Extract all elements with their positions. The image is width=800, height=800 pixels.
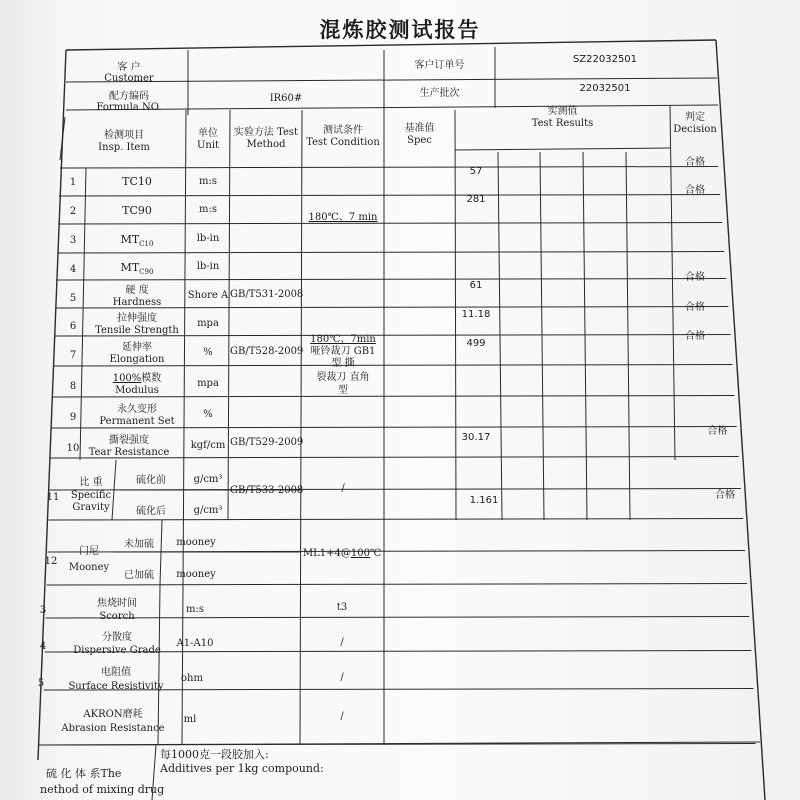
item-header-cn: 检测项目: [104, 130, 144, 141]
row-6-result: 11.18: [461, 309, 491, 320]
row-10-result: 30.17: [461, 432, 491, 443]
row-4-number: 4: [69, 264, 77, 275]
row-12-condition: ML1+4@100℃: [302, 548, 382, 559]
formula-label-en: Formula NO.: [96, 102, 162, 113]
row-8-unit: mpa: [197, 378, 219, 389]
row-16-unit: ml: [183, 714, 197, 725]
row-12-item-en: Mooney: [68, 562, 110, 573]
tensile-condition-line1: 180℃、7min: [310, 334, 376, 345]
row-14-item-en: Dispersive Grade: [73, 645, 161, 656]
grid-line: [66, 40, 716, 50]
row-9-item-en: Permanent Set: [99, 416, 175, 427]
spec-header-cn: 基准值: [404, 123, 435, 134]
row-11-unit-before: g/cm³: [193, 474, 223, 485]
tensile-method: GB/T528-2009: [230, 346, 304, 357]
tensile-condition-line2: 哑铃裁刀 GB1: [310, 346, 376, 357]
curing-condition: 180℃、7 min: [308, 212, 378, 223]
row-2-result: 281: [466, 194, 486, 205]
row-14-item-cn: 分散度: [102, 632, 132, 643]
row-7-item-en: Elongation: [109, 354, 165, 365]
row-3-number: 3: [69, 235, 77, 246]
row-12-unit-vulcanized: mooney: [176, 569, 216, 580]
formula-label-cn: 配方编码: [109, 91, 149, 102]
row-6-number: 6: [69, 321, 77, 332]
row-7-number: 7: [69, 350, 77, 361]
row-5-decision: 合格: [685, 272, 705, 283]
method-header-line2: Method: [246, 139, 286, 150]
grid-line: [48, 519, 742, 521]
condition-header-cn: 测试条件: [323, 125, 363, 136]
row-11-sub-after: 硫化后: [136, 506, 166, 517]
item-header-en: Insp. Item: [98, 142, 150, 153]
batch-value: 22032501: [579, 83, 631, 94]
row-9-item-cn: 永久变形: [117, 404, 157, 415]
row-1-unit: m:s: [199, 176, 217, 187]
row-7-decision: 合格: [685, 331, 705, 342]
grid-line: [56, 279, 726, 281]
row-16-condition: /: [340, 711, 344, 722]
row-15-number: 5: [37, 678, 45, 689]
unit-header-cn: 单位: [198, 128, 218, 139]
row-8-item-en: Modulus: [115, 385, 159, 396]
row-11-item-en-1: Specific: [70, 490, 112, 501]
row-8-number: 8: [69, 381, 77, 392]
row-5-unit: Shore A: [187, 290, 229, 301]
row-7-item-cn: 延伸率: [122, 342, 152, 353]
row-14-number: 4: [39, 641, 47, 652]
row-15-item-cn: 电阻值: [101, 667, 131, 678]
row-1-item: TC10: [122, 175, 152, 188]
row-12-sub-unvulcanized: 未加硫: [124, 539, 154, 550]
row-16-item-cn: AKRON磨耗: [83, 709, 143, 720]
row-11-unit-after: g/cm³: [193, 505, 223, 516]
row-3-item: $MT_{C10}$: [120, 233, 154, 249]
customer-label-cn: 客 户: [117, 62, 141, 73]
row-13-number: 3: [39, 605, 47, 616]
row-16-item-en: Abrasion Resistance: [61, 723, 165, 734]
row-8-item-cn: 100%模数: [112, 373, 162, 384]
decision-header-en: Decision: [673, 124, 717, 135]
row-5-method: GB/T531-2008: [230, 289, 304, 300]
grid-line: [455, 148, 670, 150]
batch-label: 生产批次: [419, 88, 460, 99]
grid-line: [228, 110, 230, 520]
row-3-unit: lb-in: [196, 233, 220, 244]
tensile-condition-line4: 裂裁刀 直角: [316, 372, 370, 383]
row-11-item-en-2: Gravity: [72, 502, 110, 513]
row-1-decision: 合格: [685, 157, 705, 168]
row-13-condition: t3: [336, 602, 348, 613]
row-15-item-en: Surface Resistivity: [68, 681, 164, 692]
order-number-label: 客户订单号: [414, 60, 465, 71]
row-2-unit: m:s: [199, 204, 217, 215]
unit-header-en: Unit: [196, 140, 220, 151]
customer-label-en: Customer: [104, 73, 154, 84]
grid-line: [58, 223, 722, 225]
grid-line: [716, 40, 765, 800]
grid-line: [59, 195, 720, 197]
row-4-unit: lb-in: [196, 261, 220, 272]
spec-header-en: Spec: [407, 135, 432, 146]
additives-label-en: Additives per 1kg compound:: [160, 762, 324, 775]
row-13-item-cn: 焦烧时间: [97, 598, 137, 609]
row-14-unit: A1-A10: [176, 638, 214, 649]
row-9-unit: %: [203, 409, 213, 420]
grid-line: [583, 152, 587, 520]
row-10-decision: 合格: [707, 426, 728, 437]
row-15-condition: /: [340, 672, 344, 683]
row-15-unit: ohm: [181, 673, 203, 684]
grid-line: [498, 152, 502, 520]
row-10-item-en: Tear Resistance: [88, 447, 170, 458]
tensile-condition-line5: 型: [338, 385, 348, 396]
row-12-number: 12: [44, 556, 58, 567]
row-12-sub-vulcanized: 已加硫: [124, 570, 154, 581]
grid-line: [57, 252, 724, 254]
results-header-cn: 实测值: [547, 106, 578, 117]
grid-line: [626, 152, 630, 520]
row-11-number: 11: [46, 492, 60, 503]
row-6-decision: 合格: [685, 302, 705, 313]
row-13-unit: m:s: [186, 604, 204, 615]
order-number-value: SZ22032501: [572, 54, 638, 65]
row-9-number: 9: [69, 412, 77, 423]
row-10-item-cn: 撕裂强度: [109, 435, 149, 446]
report-title: 混炼胶测试报告: [319, 17, 481, 42]
grid-line: [60, 167, 718, 169]
row-10-unit: kgf/cm: [190, 440, 226, 451]
row-5-item-cn: 硬 度: [125, 285, 149, 296]
row-5-result: 61: [469, 280, 483, 291]
decision-header-cn: 判定: [685, 112, 705, 123]
row-13-item-en: Scorch: [99, 611, 135, 622]
additives-label-cn: 每1000克一段胶加入:: [160, 748, 269, 761]
row-10-number: 10: [66, 443, 80, 454]
results-header-en: Test Results: [531, 118, 594, 129]
row-2-decision: 合格: [685, 185, 705, 196]
row-11-sub-before: 硫化前: [136, 475, 166, 486]
row-14-condition: /: [340, 637, 344, 648]
row-11-result: 1.161: [469, 495, 499, 506]
row-11-item-cn: 比 重: [79, 477, 103, 488]
row-6-unit: mpa: [197, 318, 219, 329]
row-11-condition: /: [341, 483, 345, 494]
row-12-unit-unvulcanized: mooney: [176, 537, 216, 548]
condition-header-en: Test Condition: [306, 137, 380, 148]
row-11-decision: 合格: [715, 490, 735, 501]
mixing-label-cn: 硫 化 体 系The: [46, 767, 122, 780]
row-7-result: 499: [466, 338, 486, 349]
row-1-number: 1: [69, 177, 77, 188]
row-2-item: TC90: [122, 204, 152, 217]
row-12-item-cn: 门尼: [79, 546, 99, 557]
grid-line: [47, 584, 748, 586]
mixing-label-en: nethod of mixing drug: [40, 783, 165, 796]
grid-line: [540, 152, 544, 520]
row-2-number: 2: [69, 206, 77, 217]
tensile-condition-line3: 型 撕: [331, 358, 355, 369]
row-6-item-en: Tensile Strength: [95, 325, 179, 336]
row-1-result: 57: [469, 166, 483, 177]
row-6-item-cn: 拉伸强度: [117, 313, 157, 324]
row-10-method: GB/T529-2009: [230, 437, 304, 448]
row-5-item-en: Hardness: [112, 297, 162, 308]
row-11-method: GB/T533-2008: [230, 485, 304, 496]
formula-value: IR60#: [269, 93, 303, 104]
method-header-line1: 实验方法 Test: [233, 127, 299, 138]
row-5-number: 5: [69, 293, 77, 304]
row-4-item: $MT_{C90}$: [120, 261, 154, 277]
row-7-unit: %: [203, 347, 213, 358]
